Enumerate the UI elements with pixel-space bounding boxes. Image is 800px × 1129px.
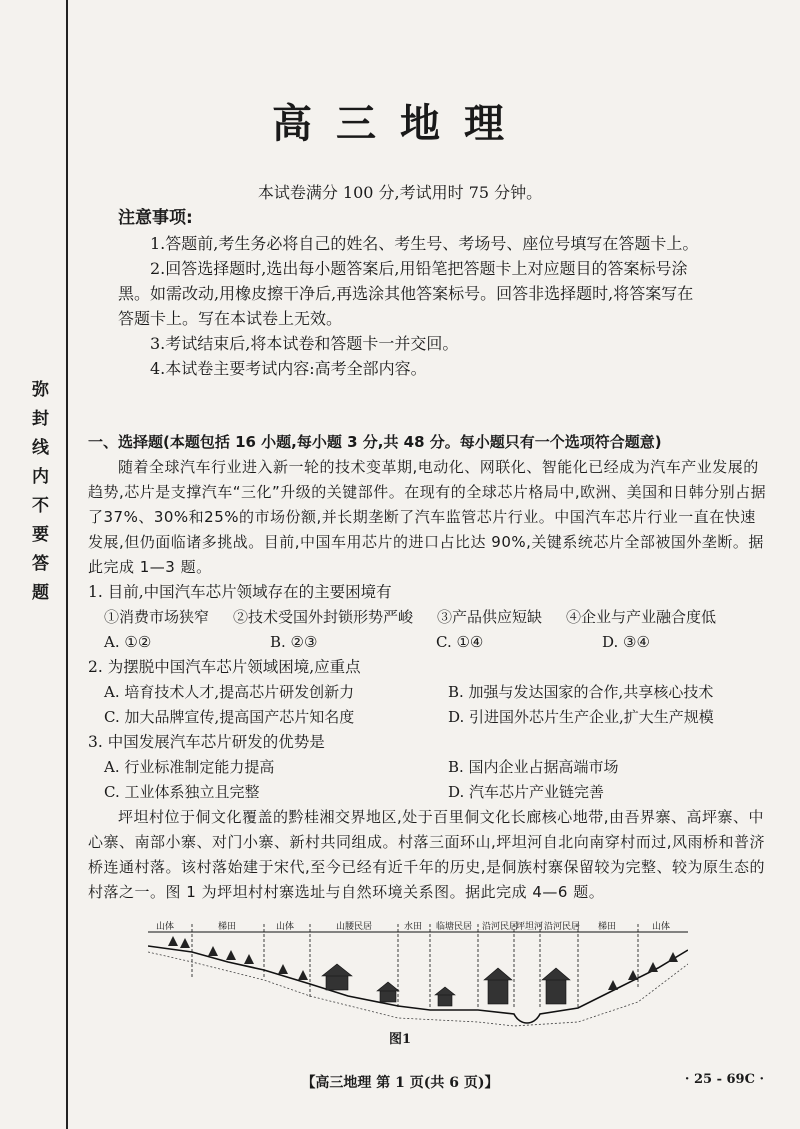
q1-option-c: C. ①④ bbox=[436, 633, 484, 651]
question-2-stem: 2. 为摆脱中国汽车芯片领域困境,应重点 bbox=[88, 658, 361, 676]
question-1-stem: 1. 目前,中国汽车芯片领域存在的主要困境有 bbox=[88, 583, 392, 601]
page-footer: 【高三地理 第 1 页(共 6 页)】 bbox=[301, 1075, 499, 1091]
question-2-options-cd bbox=[88, 705, 768, 730]
q2-option-b: B. 加强与发达国家的合作,共享核心技术 bbox=[448, 683, 714, 701]
zone-label: 山体 bbox=[652, 922, 671, 932]
zone-label: 山体 bbox=[276, 922, 295, 932]
passage-chips: 随着全球汽车行业进入新一轮的技术变革期,电动化、网联化、智能化已经成为汽车产业发展的趋势,芯片是支撑汽车“三化”升级的关键部件。在现有的全球芯片格局中,欧洲、美国和日韩分别占据了37%、30%和25%的市场份额,并长期垄断了汽车监管芯片行业。中国汽车芯片行业一直在快速发展,但仍面临诸多挑战。目前,中国车用芯片的进口占比达 90%,关键系统芯片全部被国外垄断。据此完成 1—3 题。 bbox=[88, 458, 767, 576]
notice-item: 4.本试卷主要考试内容:高考全部内容。 bbox=[150, 359, 427, 378]
zone-label: 山腰民居 bbox=[336, 922, 373, 932]
q2-option-c: C. 加大品牌宣传,提高国产芯片知名度 bbox=[104, 708, 355, 726]
paper-code: · 25 - 69C · bbox=[684, 1072, 764, 1087]
q3-option-d: D. 汽车芯片产业链完善 bbox=[448, 783, 605, 801]
notice-item: 2.回答选择题时,选出每小题答案后,用铅笔把答题卡上对应题目的答案标号涂 bbox=[150, 259, 688, 278]
question-3-options-cd bbox=[88, 780, 768, 805]
question-3-stem: 3. 中国发展汽车芯片研发的优势是 bbox=[88, 733, 325, 751]
question-1-items bbox=[88, 605, 768, 630]
house-icons bbox=[322, 964, 570, 1006]
zone-label: 临塘民居 bbox=[436, 922, 473, 932]
binding-warning: 弥封线内不要答题 bbox=[28, 380, 48, 612]
q1-item: ④企业与产业融合度低 bbox=[566, 608, 717, 626]
zone-dividers bbox=[192, 924, 638, 1008]
exam-info: 本试卷满分 100 分,考试用时 75 分钟。 bbox=[257, 183, 543, 202]
passage-pingtan: 坪坦村位于侗文化覆盖的黔桂湘交界地区,处于百里侗文化长廊核心地带,由吾界寨、高坪寨、中心寨、南部小寨、对门小寨、新村共同组成。村落三面环山,坪坦河自北向南穿村而过,风雨桥和普济桥连通村落。该村落始建于宋代,至今已经有近千年的历史,是侗族村寨保留较为完整、较为原生态的村落之一。图 1 为坪坦村村寨选址与自然环境关系图。据此完成 4—6 题。 bbox=[88, 808, 766, 901]
notice-item: 1.答题前,考生务必将自己的姓名、考生号、考场号、座位号填写在答题卡上。 bbox=[150, 234, 699, 253]
q2-option-a: A. 培育技术人才,提高芯片研发创新力 bbox=[104, 683, 355, 701]
notice-item: 黑。如需改动,用橡皮擦干净后,再选涂其他答案标号。回答非选择题时,将答案写在 bbox=[118, 284, 694, 303]
q1-item: ②技术受国外封锁形势严峻 bbox=[233, 608, 414, 626]
q2-option-d: D. 引进国外芯片生产企业,扩大生产规模 bbox=[448, 708, 714, 726]
section-choice bbox=[88, 430, 768, 905]
section-heading: 一、选择题(本题包括 16 小题,每小题 3 分,共 48 分。每小题只有一个选项符合题意) bbox=[88, 433, 662, 451]
q3-option-a: A. 行业标准制定能力提高 bbox=[104, 758, 275, 776]
q1-option-a: A. ①② bbox=[104, 633, 152, 651]
zone-label: 梯田 bbox=[218, 922, 237, 932]
binding-line bbox=[66, 0, 68, 1129]
q1-item: ①消费市场狭窄 bbox=[104, 608, 210, 626]
zone-label: 沿河民居 bbox=[482, 922, 519, 932]
page-title: 高三地理 bbox=[272, 101, 528, 147]
zone-label: 水田 bbox=[404, 922, 423, 932]
figure-village-section bbox=[148, 918, 688, 1038]
notice-item: 答题卡上。写在本试卷上无效。 bbox=[118, 309, 343, 328]
q1-option-d: D. ③④ bbox=[602, 633, 650, 651]
question-1-options bbox=[88, 630, 768, 655]
zone-label: 梯田 bbox=[598, 922, 617, 932]
q1-option-b: B. ②③ bbox=[270, 633, 318, 651]
question-2-options-ab bbox=[88, 680, 768, 705]
zone-label: 沿河民居 bbox=[544, 922, 581, 932]
tree-icons bbox=[168, 936, 678, 990]
q3-option-c: C. 工业体系独立且完整 bbox=[104, 783, 260, 801]
notice-item: 3.考试结束后,将本试卷和答题卡一并交回。 bbox=[150, 334, 459, 353]
q1-item: ③产品供应短缺 bbox=[437, 608, 543, 626]
question-3-options-ab bbox=[88, 755, 768, 780]
notice-block bbox=[118, 206, 758, 381]
q3-option-b: B. 国内企业占据高端市场 bbox=[448, 758, 619, 776]
zone-label: 坪坦河 bbox=[516, 922, 544, 932]
notice-title: 注意事项: bbox=[118, 208, 193, 228]
zone-label: 山体 bbox=[156, 922, 175, 932]
figure-caption: 图1 bbox=[388, 1032, 412, 1047]
